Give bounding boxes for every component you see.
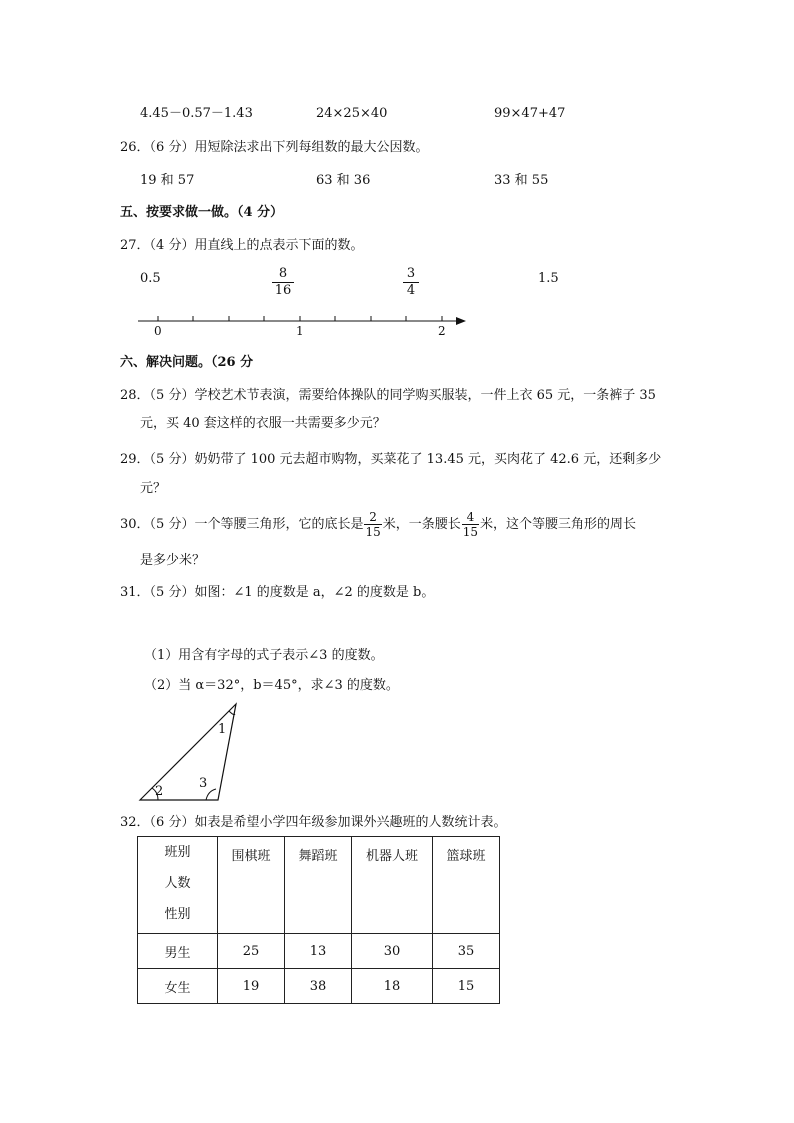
value-1-5: 1.5: [538, 271, 559, 286]
row-label: 女生: [138, 969, 218, 1004]
corner-label-class: 班别: [164, 845, 191, 860]
column-header: 舞蹈班: [285, 837, 352, 934]
statistics-table: [137, 836, 500, 1004]
question-28-line-1: 28．（5 分）学校艺术节表演，需要给体操队的同学购买服装，一件上衣 65 元，一条裤子 35: [120, 388, 656, 403]
angle-label-3: 3: [199, 776, 208, 791]
table-cell: 30: [352, 934, 433, 969]
question-30-line-1: [120, 510, 636, 540]
fraction-8-16: [272, 266, 294, 299]
question-28-line-2: 元，买 40 套这样的衣服一共需要多少元？: [140, 416, 386, 431]
table-cell: 15: [433, 969, 500, 1004]
question-30-text-b: 米，一条腰长: [382, 517, 461, 532]
question-29-line-2: 元？: [140, 481, 167, 496]
column-header: 围棋班: [218, 837, 285, 934]
table-cell: 38: [285, 969, 352, 1004]
number-group-1: 19 和 57: [140, 173, 195, 188]
fraction-numerator: 3: [403, 266, 419, 283]
question-27: 27．（4 分）用直线上的点表示下面的数。: [120, 238, 364, 253]
fraction-numerator: 2: [364, 510, 381, 525]
corner-label-gender: 性别: [164, 907, 191, 922]
tick-label-2: 2: [438, 324, 446, 338]
fraction-denominator: 15: [365, 525, 381, 539]
question-30-text-c: 米，这个等腰三角形的周长: [480, 517, 637, 532]
fraction-denominator: 4: [406, 283, 416, 298]
table-cell: 19: [218, 969, 285, 1004]
fraction-denominator: 15: [462, 525, 479, 539]
number-group-3: 33 和 55: [494, 173, 549, 188]
expression-1: 4.45－0.57－1.43: [140, 106, 253, 121]
corner-label-count: 人数: [164, 876, 191, 891]
row-label: 男生: [138, 934, 218, 969]
table-row: [138, 934, 500, 969]
column-header: 篮球班: [433, 837, 500, 934]
table-header-row: [138, 837, 500, 934]
arrow-right-icon: [456, 317, 466, 325]
table-row: [138, 969, 500, 1004]
question-31-sub-1: （1）用含有字母的式子表示∠3 的度数。: [144, 648, 384, 663]
question-30-line-2: 是多少米？: [140, 553, 206, 568]
question-29-line-1: 29．（5 分）奶奶带了 100 元去超市购物，买菜花了 13.45 元，买肉花了 42.6 元，还剩多少: [120, 452, 662, 467]
fraction-2-15: [364, 510, 381, 539]
number-group-2: 63 和 36: [316, 173, 371, 188]
table-cell: 18: [352, 969, 433, 1004]
angle-label-1: 1: [218, 722, 227, 737]
expression-3: 99×47+47: [494, 106, 566, 121]
fraction-numerator: 8: [272, 266, 294, 283]
expression-2: 24×25×40: [316, 106, 388, 121]
question-26: 26．（6 分）用短除法求出下列每组数的最大公因数。: [120, 140, 429, 155]
angle-3-arc: [206, 789, 216, 800]
question-31: 31．（5 分）如图：∠1 的度数是 a，∠2 的度数是 b。: [120, 585, 435, 600]
table-cell: 35: [433, 934, 500, 969]
fraction-3-4: [403, 266, 419, 299]
question-30-text-a: 30．（5 分）一个等腰三角形，它的底长是: [120, 517, 364, 532]
number-line-ticks: [158, 316, 442, 321]
fraction-numerator: 4: [462, 510, 479, 525]
column-header: 机器人班: [352, 837, 433, 934]
section-5-heading: 五、按要求做一做。（4 分）: [120, 205, 284, 220]
tick-label-0: 0: [154, 324, 162, 338]
tick-label-1: 1: [296, 324, 304, 338]
question-31-sub-2: （2）当 α＝32°，b＝45°，求∠3 的度数。: [144, 678, 399, 693]
table-cell: 13: [285, 934, 352, 969]
value-0-5: 0.5: [140, 271, 161, 286]
fraction-denominator: 16: [274, 283, 292, 298]
table-corner-cell: [138, 837, 218, 934]
question-32: 32．（6 分）如表是希望小学四年级参加课外兴趣班的人数统计表。: [120, 815, 507, 830]
angle-label-2: 2: [155, 784, 164, 799]
table-cell: 25: [218, 934, 285, 969]
fraction-4-15: [462, 510, 479, 539]
section-6-heading: 六、解决问题。（26 分: [120, 355, 254, 370]
